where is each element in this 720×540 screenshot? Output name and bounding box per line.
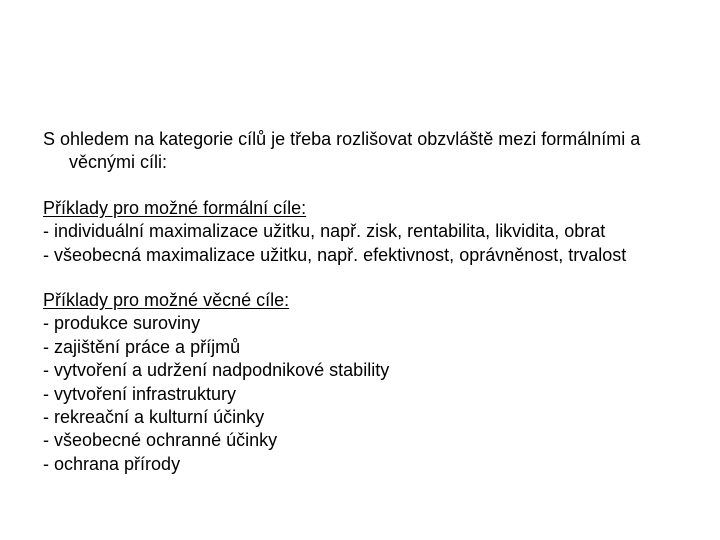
spacer (43, 267, 693, 289)
list-item: - ochrana přírody (43, 453, 181, 474)
material-goals-heading: Příklady pro možné věcné cíle: (43, 290, 290, 311)
list-item: - produkce suroviny (43, 313, 201, 334)
list-item: - všeobecná maximalizace užitku, např. efektivnost, oprávněnost, trvalost (43, 244, 627, 265)
list-item: - zajištění práce a příjmů (43, 336, 241, 357)
list-item: - vytvoření a udržení nadpodnikové stability (43, 360, 390, 381)
formal-goals-list (43, 220, 693, 267)
material-goals-list (43, 312, 693, 476)
list-item: - rekreační a kulturní účinky (43, 407, 265, 428)
list-item: - všeobecné ochranné účinky (43, 430, 278, 451)
formal-goals-heading: Příklady pro možné formální cíle: (43, 197, 307, 218)
spacer (43, 175, 693, 197)
intro-text: S ohledem na kategorie cílů je třeba rozlišovat obzvláště mezi formálními a věcnými cíli: (43, 129, 641, 173)
slide-content (43, 128, 693, 476)
list-item: - individuální maximalizace užitku, např. zisk, rentabilita, likvidita, obrat (43, 221, 606, 242)
list-item: - vytvoření infrastruktury (43, 383, 237, 404)
